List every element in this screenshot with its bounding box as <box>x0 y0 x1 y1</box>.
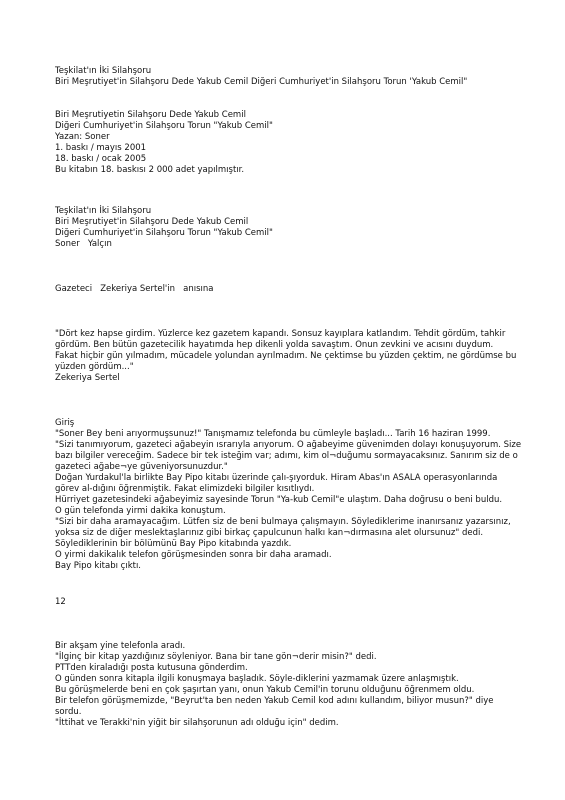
dedication-line: Gazeteci Zekeriya Sertel'in anısına <box>55 284 214 294</box>
paragraph-line: gazeteci ağabe¬ye güveniyorsunuzdur." <box>55 462 228 472</box>
edition-line: Biri Meşrutiyetin Silahşoru Dede Yakub Cemil <box>55 110 246 120</box>
paragraph-line: Bay Pipo kitabı çıktı. <box>55 561 142 571</box>
first-edition-line: 1. baskı / mayıs 2001 <box>55 143 147 153</box>
author-name: Soner Yalçın <box>55 239 112 249</box>
edition-info-block <box>55 110 525 176</box>
book-title: Teşkilat'ın İki Silahşoru <box>55 66 152 76</box>
paragraph-line: O gün telefonda yirmi dakika konuştum. <box>55 506 226 516</box>
paragraph-line: Bir telefon görüşmemizde, "Beyrut'ta ben neden Yakub Cemil kod adını kullandım, biliyor musun?" diye <box>55 696 494 706</box>
paragraph-line: Söylediklerinin bir bölümünü Bay Pipo kitabında yazdık. <box>55 539 292 549</box>
paragraph-line: "İlginç bir kitap yazdığınız söyleniyor. Bana bir tane gön¬derir misin?" dedi. <box>55 652 377 662</box>
paragraph-line: yoksa siz de diğer meslektaşlarınız gibi birkaç çapulcunun halkı kan¬dırmasına alet olursunuz" dedi. <box>55 528 484 538</box>
page-number: 12 <box>55 597 66 607</box>
paragraph-line: görev al-dığını öğrenmiştik. Fakat elimizdeki bilgiler kısıtlıydı. <box>55 484 315 494</box>
quote-line: "Dört kez hapse girdim. Yüzlerce kez gazetem kapandı. Sonsuz kayıplara katlandım. Tehdit gördüm, tahkir <box>55 329 506 339</box>
paragraph-line: sordu. <box>55 707 82 717</box>
section-heading: Giriş <box>55 418 75 428</box>
half-title-line: Teşkilat'ın İki Silahşoru <box>55 206 152 216</box>
paragraph-line: Hürriyet gazetesindeki ağabeyimiz sayesinde Torun "Ya-kub Cemil"e ulaştım. Daha doğrusu o beni buldu. <box>55 495 503 505</box>
current-edition-line: 18. baskı / ocak 2005 <box>55 154 147 164</box>
paragraph-line: Bu görüşmelerde beni en çok şaşırtan yanı, onun Yakub Cemil'in torunu olduğunu öğrenmem oldu. <box>55 685 475 695</box>
paragraph-line: Bir akşam yine telefonla aradı. <box>55 641 186 651</box>
quote-attribution: Zekeriya Sertel <box>55 373 120 383</box>
edition-line: Diğeri Cumhuriyet'in Silahşoru Torun "Yakub Cemil" <box>55 121 273 131</box>
dedication-block <box>55 284 525 295</box>
paragraph-line: "Sizi bir daha aramayacağım. Lütfen siz de beni bulmaya çalışmayın. Söylediklerime inanırsanız yazarsınız, <box>55 517 511 527</box>
page-number-block <box>55 597 525 608</box>
author-line: Yazan: Soner <box>55 132 110 142</box>
paragraph-line: Doğan Yurdakul'la birlikte Bay Pipo kitabı üzerinde çalı-şıyorduk. Hiram Abas'ın ASALA operasyonlarında <box>55 473 498 483</box>
quote-line: yüzden gördüm..." <box>55 362 134 372</box>
half-title-line: Biri Meşrutiyet'in Silahşoru Dede Yakub Cemil <box>55 217 249 227</box>
introduction-block <box>55 418 525 572</box>
book-title-block <box>55 66 525 88</box>
paragraph-line: "İttihat ve Terakki'nin yiğit bir silahşorunun adı olduğu için" dedim. <box>55 718 339 728</box>
paragraph-line: "Sizi tanımıyorum, gazeteci ağabeyin ısrarıyla arıyorum. O ağabeyime güvenimden dolayı konuşuyorum. Size <box>55 440 522 450</box>
paragraph-line: O yirmi dakikalık telefon görüşmesinden sonra bir daha aramadı. <box>55 550 332 560</box>
paragraph-line: O günden sonra kitapla ilgili konuşmaya başladık. Söyle-diklerini yazmamak üzere anlaşmıştık. <box>55 674 459 684</box>
book-subtitle: Biri Meşrutiyet'in Silahşoru Dede Yakub Cemil Diğeri Cumhuriyet'in Silahşoru Torun 'Yakub Cemil" <box>55 77 468 87</box>
paragraph-line: bazı bilgiler vereceğim. Sadece bir tek isteğim var; adımı, kim ol¬duğumu sormayacaksınız. Sanırım siz de o <box>55 451 518 461</box>
quote-line: Fakat hiçbir gün yılmadım, mücadele yolundan ayrılmadım. Ne çektimse bu yüzden çektim, ne gördümse bu <box>55 351 517 361</box>
quote-line: gördüm. Ben bütün gazetecilik hayatımda hep dikenli yolda savaştım. Onun zevkini ve acısını duydum. <box>55 340 494 350</box>
paragraph-line: "Soner Bey beni arıyormuşsunuz!" Tanışmamız telefonda bu cümleyle başladı... Tarih 16 haziran 1999. <box>55 429 491 439</box>
print-run-line: Bu kitabın 18. baskısı 2 000 adet yapılmıştır. <box>55 165 245 175</box>
half-title-line: Diğeri Cumhuriyet'in Silahşoru Torun "Yakub Cemil" <box>55 228 273 238</box>
continued-text-block <box>55 641 525 729</box>
half-title-block <box>55 206 525 250</box>
paragraph-line: PTTden kiraladığı posta kutusuna gönderdim. <box>55 663 248 673</box>
epigraph-quote-block <box>55 329 525 384</box>
